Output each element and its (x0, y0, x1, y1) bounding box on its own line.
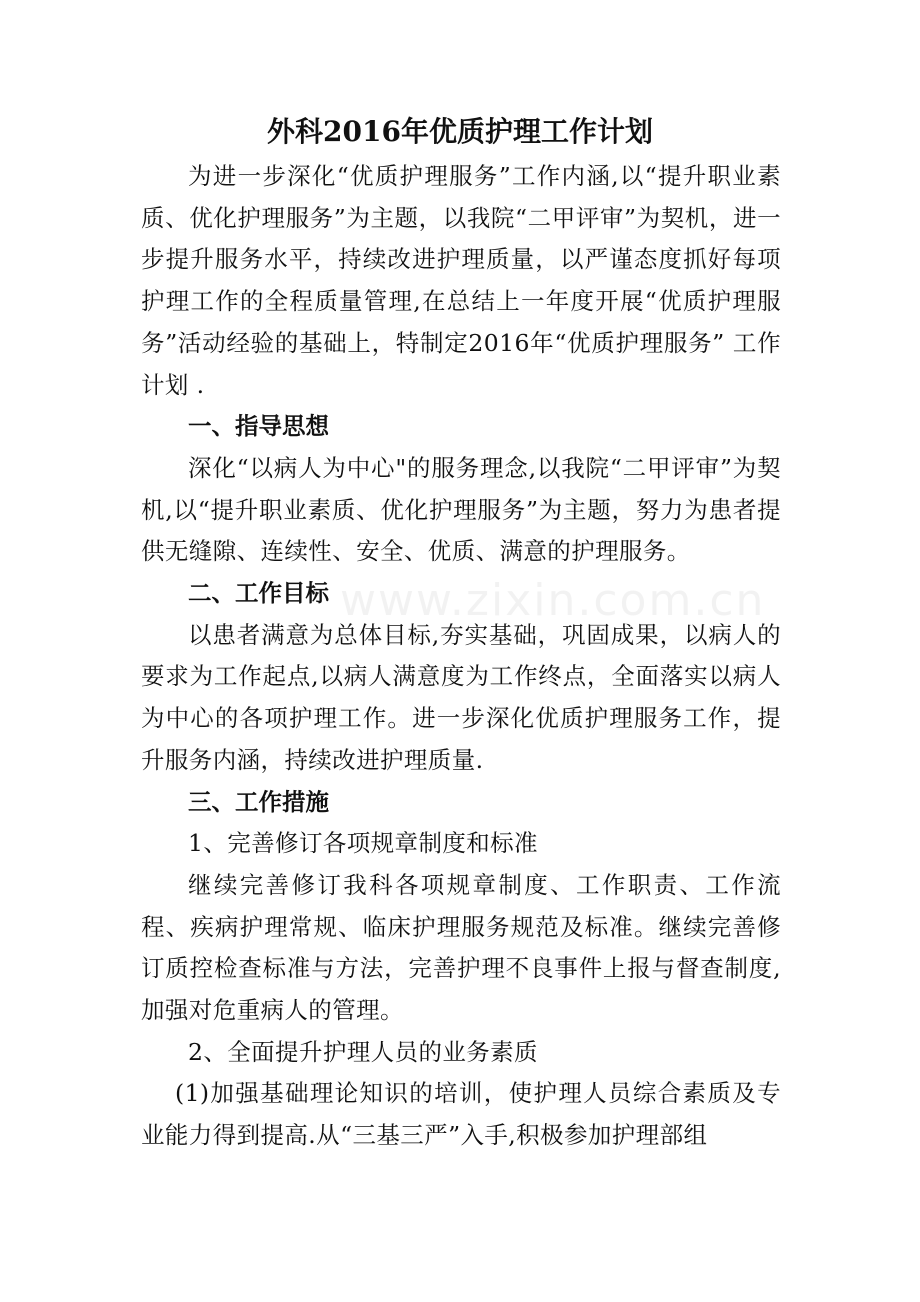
watermark: www.zixin.com.cn (340, 575, 766, 626)
document-title: 外科2016年优质护理工作计划 (267, 115, 653, 148)
document-body (141, 156, 781, 1157)
section-heading-guiding-ideology: 一、指导思想 (188, 412, 329, 441)
measure-item-2-sub-1: (1)加强基础理论知识的培训，使护理人员综合素质及专业能力得到提高.从“三基三严”入手,积极参加护理部组 (141, 1079, 781, 1150)
measure-item-1-heading: 1、完善修订各项规章制度和标准 (188, 829, 538, 858)
measure-item-1-text: 继续完善修订我科各项规章制度、工作职责、工作流程、疾病护理常规、临床护理服务规范及标准。继续完善修订质控检查标准与方法，完善护理不良事件上报与督查制度,加强对危重病人的管理。 (141, 870, 781, 1025)
section-text-guiding-ideology: 深化“以病人为中心"的服务理念,以我院“二甲评审”为契机,以“提升职业素质、优化护理服务”为主题，努力为患者提供无缝隙、连续性、安全、优质、满意的护理服务。 (141, 453, 781, 566)
measure-item-2-heading: 2、全面提升护理人员的业务素质 (188, 1037, 538, 1066)
intro-paragraph: 为进一步深化“优质护理服务”工作内涵,以“提升职业素质、优化护理服务”为主题，以我院“二甲评审”为契机，进一步提升服务水平，持续改进护理质量，以严谨态度抓好每项护理工作的全程质量管理,在总结上一年度开展“优质护理服务”活动经验的基础上，特制定2016年“优质护理服务” 工作计划 . (141, 162, 781, 399)
section-heading-work-goals: 二、工作目标 (188, 579, 329, 608)
section-heading-work-measures: 三、工作措施 (188, 787, 329, 816)
section-text-work-goals: 以患者满意为总体目标,夯实基础，巩固成果，以病人的要求为工作起点,以病人满意度为工作终点，全面落实以病人为中心的各项护理工作。进一步深化优质护理服务工作，提升服务内涵，持续改进护理质量. (141, 620, 781, 774)
